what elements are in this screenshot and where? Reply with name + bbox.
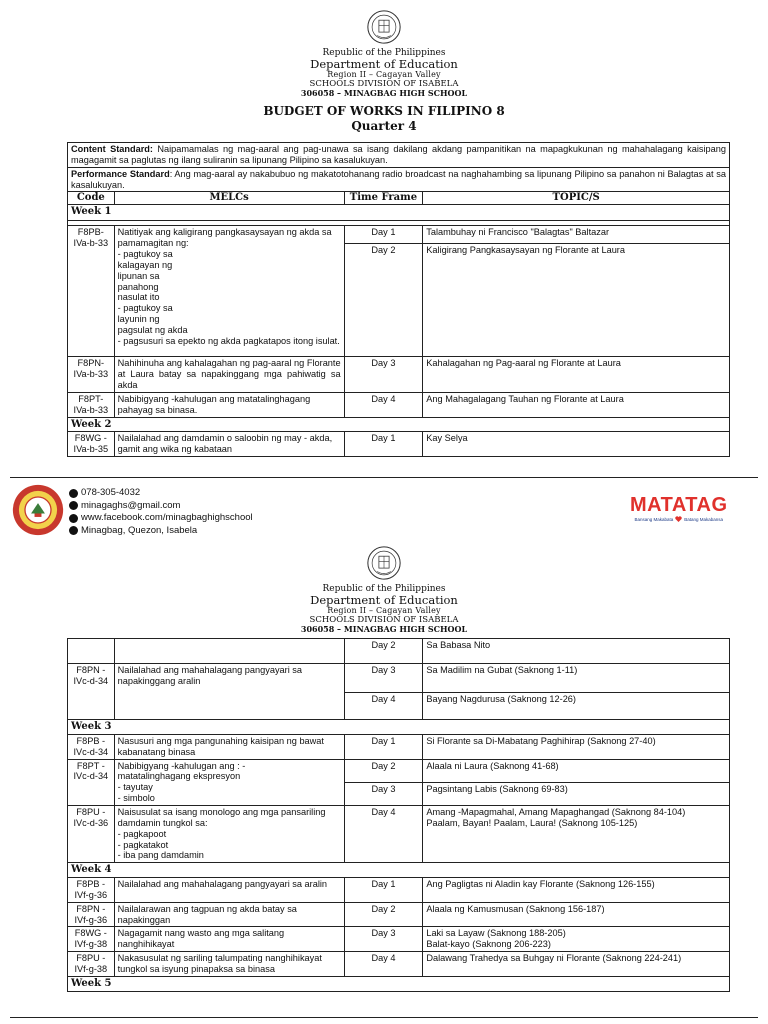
code-cell: F8PT- IVa-b-33 [68,392,115,417]
department-line: Department of Education [310,593,458,608]
column-header-time-frame: Time Frame [344,192,423,205]
topic-cell: Alaala ni Laura (Saknong 41-68) [423,759,730,782]
table-row [68,664,730,693]
week-row: Week 3 [68,720,730,735]
performance-standard-row [68,167,730,192]
department-line: Department of Education [310,57,458,72]
table-row [68,226,730,244]
matatag-tag-left: Bansang Makabata [634,516,674,522]
matatag-logo [630,494,728,522]
code-cell [68,639,115,664]
school-line: 306058 – MINAGBAG HIGH SCHOOL [300,88,468,99]
table-row [68,357,730,393]
table-row [68,734,730,759]
deped-seal-icon [367,546,401,580]
content-standard-label: Content Standard: [71,144,153,154]
melc-cell: Nailalahad ang mahahalagang pangyayari sa aralin [114,878,344,903]
email-row [69,500,253,513]
code-cell: F8PN - IVc-d-34 [68,664,115,720]
topic-cell: Kaligirang Pangkasaysayan ng Florante at Laura [423,244,730,357]
division-line: SCHOOLS DIVISION OF ISABELA [309,78,459,89]
document-quarter: Quarter 4 [351,119,417,134]
address-row [69,525,253,538]
region-line: Region II – Cagayan Valley [327,606,441,616]
content-standard-row [68,143,730,168]
table-row [68,392,730,417]
topic-cell: Pagsintang Labis (Saknong 69-83) [423,782,730,805]
melc-cell: Nakasusulat ng sariling talumpating nanghihikayat tungkol sa isyung pinapaksa sa binasa [114,952,344,977]
facebook-link[interactable]: www.facebook.com/minagbaghighschool [81,512,253,523]
table-row [68,639,730,664]
melc-cell: Nabibigyang -kahulugan ang matatalinghagang pahayag sa binasa. [114,392,344,417]
time-frame-cell: Day 4 [344,392,423,417]
facebook-icon [69,514,78,523]
budget-table-page1 [67,142,730,457]
time-frame-cell: Day 1 [344,226,423,244]
contact-info [69,487,253,537]
melc-cell: Nabibigyang -kahulugan ang : - matatalinghagang ekspresyon - tayutay - simbolo [114,759,344,805]
content-standard-text: Naipamamalas ng mag-aaral ang pag-unawa sa isang dakilang akdang pampanitikan na mapagkukunan ng mahahalagang kaisipang magagamit sa paglutas ng ilang suliranin sa lipunang Pilipino sa kasalukuyan. [71,144,726,165]
school-logo-icon [12,484,64,536]
code-cell: F8PB - IVc-d-34 [68,734,115,759]
phone-text: 078-305-4032 [81,487,141,498]
week-row: Week 1 [68,205,730,221]
code-cell: F8PN - IVf-g-36 [68,902,115,927]
matatag-wordmark: MATATAG [630,494,728,516]
melc-cell: Nasusuri ang mga pangunahing kaisipan ng bawat kabanatang binasa [114,734,344,759]
melc-cell: Nagagamit nang wasto ang mga salitang nanghihikayat [114,927,344,952]
region-line: Region II – Cagayan Valley [327,70,441,80]
budget-table-page2 [67,638,730,992]
time-frame-cell: Day 4 [344,952,423,977]
table-row [68,902,730,927]
topic-cell: Bayang Nagdurusa (Saknong 12-26) [423,693,730,720]
code-cell: F8PB- IVa-b-33 [68,226,115,357]
time-frame-cell: Day 3 [344,357,423,393]
time-frame-cell: Day 1 [344,432,423,457]
table-header-row [68,192,730,205]
code-cell: F8PT - IVc-d-34 [68,759,115,805]
time-frame-cell: Day 3 [344,782,423,805]
week-row: Week 2 [68,417,730,432]
topic-cell: Ang Mahagalagang Tauhan ng Florante at Laura [423,392,730,417]
matatag-tagline [630,516,728,522]
melc-cell: Nailalarawan ang tagpuan ng akda batay sa napakinggan [114,902,344,927]
page1-header [0,10,768,134]
table-row [68,759,730,782]
topic-cell: Alaala ng Kamusmusan (Saknong 156-187) [423,902,730,927]
topic-cell: Si Florante sa Di-Mabatang Paghihirap (Saknong 27-40) [423,734,730,759]
time-frame-cell: Day 2 [344,759,423,782]
phone-row [69,487,253,500]
email-icon [69,501,78,510]
footer-divider [10,477,758,478]
phone-icon [69,489,78,498]
topic-cell: Amang -Mapagmahal, Amang Mapaghangad (Saknong 84-104) Paalam, Bayan! Paalam, Laura! (Saknong 105-125) [423,805,730,862]
time-frame-cell: Day 2 [344,244,423,357]
topic-cell: Sa Madilim na Gubat (Saknong 1-11) [423,664,730,693]
page2-header [0,546,768,634]
topic-cell: Dalawang Trahedya sa Buhgay ni Florante (Saknong 224-241) [423,952,730,977]
heart-icon [675,516,682,522]
topic-cell: Laki sa Layaw (Saknong 188-205) Balat-kayo (Saknong 206-223) [423,927,730,952]
republic-line: Republic of the Philippines [322,47,446,58]
address-text: Minagbag, Quezon, Isabela [81,524,198,536]
melc-cell: Nahihinuha ang kahalagahan ng pag-aaral ng Florante at Laura batay sa napakinggang mga pahiwatig sa akda [114,357,344,393]
table-row [68,805,730,862]
topic-cell: Kay Selya [423,432,730,457]
column-header-melcs: MELCs [114,192,344,205]
time-frame-cell: Day 1 [344,878,423,903]
performance-standard-text: : Ang mag-aaral ay nakabubuo ng makatotohanang radio broadcast na naghahambing sa lipunang Pilipino sa panahon ni Balagtas at sa kasalukuyan. [71,168,726,190]
topic-cell: Sa Babasa Nito [423,639,730,664]
division-line: SCHOOLS DIVISION OF ISABELA [309,614,459,625]
column-header-topics: TOPIC/S [423,192,730,205]
time-frame-cell: Day 1 [344,734,423,759]
week-row: Week 5 [68,976,730,991]
facebook-row [69,512,253,525]
document-title: BUDGET OF WORKS IN FILIPINO 8 [263,104,505,119]
time-frame-cell: Day 2 [344,902,423,927]
performance-standard-label: Performance Standard [71,168,170,179]
melc-cell: Nailalahad ang damdamin o saloobin ng may - akda, gamit ang wika ng kabataan [114,432,344,457]
topic-cell: Kahalagahan ng Pag-aaral ng Florante at Laura [423,357,730,393]
school-line: 306058 – MINAGBAG HIGH SCHOOL [300,624,468,635]
code-cell: F8WG - IVa-b-35 [68,432,115,457]
deped-seal-icon [367,10,401,44]
code-cell: F8PB - IVf-g-36 [68,878,115,903]
topic-cell: Ang Pagligtas ni Aladin kay Florante (Saknong 126-155) [423,878,730,903]
column-header-code: Code [68,192,115,205]
code-cell: F8PU - IVf-g-38 [68,952,115,977]
melc-cell: Natitiyak ang kaligirang pangkasaysayan ng akda sa pamamagitan ng: - pagtukoy sa kalagayan ng lipunan sa panahong nasulat ito - pagtukoy sa layunin ng pagsulat ng akda - pagsusuri sa epekto ng akda pagkatapos itong isulat. [114,226,344,357]
location-icon [69,526,78,535]
table-row [68,878,730,903]
table-row [68,432,730,457]
time-frame-cell: Day 4 [344,805,423,862]
melc-cell [114,639,344,664]
time-frame-cell: Day 2 [344,639,423,664]
time-frame-cell: Day 4 [344,693,423,720]
code-cell: F8PU - IVc-d-36 [68,805,115,862]
time-frame-cell: Day 3 [344,664,423,693]
email-text: minagaghs@gmail.com [81,499,181,511]
code-cell: F8WG - IVf-g-38 [68,927,115,952]
table-row [68,952,730,977]
melc-cell: Nailalahad ang mahahalagang pangyayari sa napakinggang aralin [114,664,344,720]
code-cell: F8PN- IVa-b-33 [68,357,115,393]
republic-line: Republic of the Philippines [322,583,446,594]
time-frame-cell: Day 3 [344,927,423,952]
matatag-tag-right: Batang Makabansa [684,516,724,522]
week-row: Week 4 [68,863,730,878]
melc-cell: Naisusulat sa isang monologo ang mga pansariling damdamin tungkol sa: - pagkapoot - pagkatakot - iba pang damdamin [114,805,344,862]
table-row [68,927,730,952]
topic-cell: Talambuhay ni Francisco "Balagtas" Baltazar [423,226,730,244]
footer-divider [10,1017,758,1018]
